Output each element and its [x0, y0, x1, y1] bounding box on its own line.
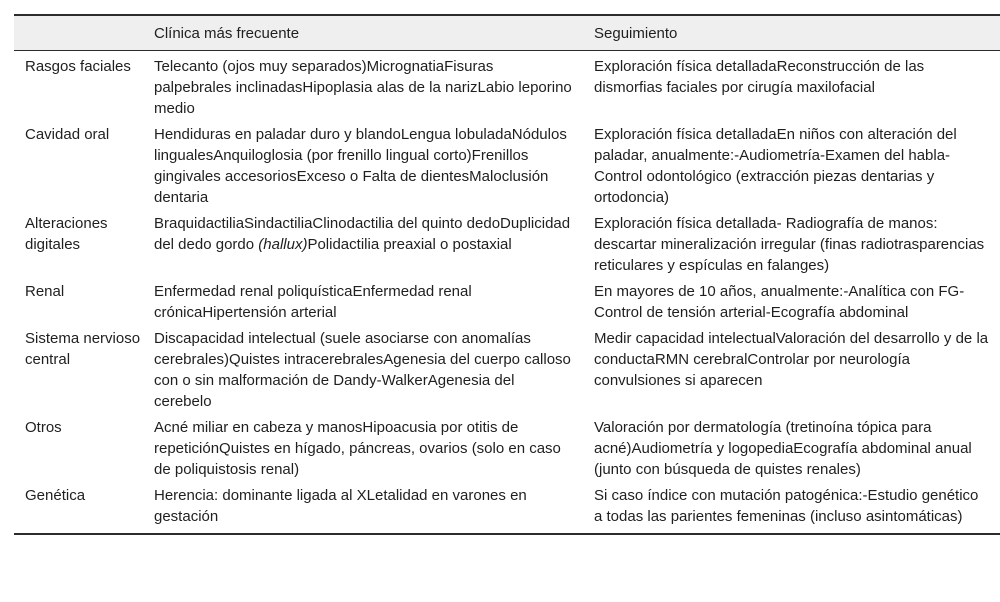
table-container — [14, 14, 1000, 535]
row-clinica: Discapacidad intelectual (suele asociarse con anomalías cerebrales)Quistes intracerebralesAgenesia del cuerpo calloso con o sin malformación de Dandy-WalkerAgenesia del cerebelo — [154, 330, 571, 410]
table-row — [14, 119, 1000, 208]
table-row — [14, 412, 1000, 480]
row-category: Rasgos faciales — [25, 58, 131, 75]
row-clinica: Hendiduras en paladar duro y blandoLengua lobuladaNódulos lingualesAnquiloglosia (por frenillo lingual corto)Frenillos gingivales accesoriosExceso o Falta de dientesMaloclusión dentaria — [154, 126, 567, 206]
row-category: Cavidad oral — [25, 126, 110, 143]
table-row — [14, 323, 1000, 412]
row-category: Alteraciones digitales — [25, 215, 108, 253]
table-row — [14, 276, 1000, 323]
header-empty — [14, 15, 154, 51]
row-clinica: Herencia: dominante ligada al XLetalidad en varones en gestación — [154, 480, 594, 534]
table-row — [14, 208, 1000, 276]
clinica-text-post: Polidactilia preaxial o postaxial — [307, 236, 512, 253]
row-clinica: Telecanto (ojos muy separados)MicrognatiaFisuras palpebrales inclinadasHipoplasia alas de la narizLabio leporino medio — [154, 58, 572, 117]
row-clinica: Acné miliar en cabeza y manosHipoacusia por otitis de repeticiónQuistes en hígado, páncreas, ovarios (solo en caso de poliquistosis renal) — [154, 419, 561, 478]
table-row — [14, 480, 1000, 534]
row-category: Genética — [14, 480, 154, 534]
header-seguimiento: Seguimiento — [594, 15, 1000, 51]
row-seguimiento: En mayores de 10 años, anualmente:-Analítica con FG-Control de tensión arterial-Ecografía abdominal — [594, 283, 965, 321]
clinical-table — [14, 14, 1000, 535]
row-seguimiento: Valoración por dermatología (tretinoína tópica para acné)Audiometría y logopediaEcografía abdominal anual (junto con búsqueda de quistes renales) — [594, 419, 972, 478]
row-seguimiento: Medir capacidad intelectualValoración del desarrollo y de la conductaRMN cerebralControlar por neurología convulsiones si aparecen — [594, 330, 989, 389]
row-clinica: Enfermedad renal poliquísticaEnfermedad renal crónicaHipertensión arterial — [154, 283, 472, 321]
row-category: Renal — [25, 283, 65, 300]
row-category: Otros — [25, 419, 62, 436]
table-row — [14, 51, 1000, 120]
row-seguimiento: Si caso índice con mutación patogénica:-Estudio genético a todas las parientes femeninas (incluso asintomáticas) — [594, 480, 1000, 534]
header-clinica: Clínica más frecuente — [154, 15, 594, 51]
row-category: Sistema nervioso central — [25, 330, 141, 368]
row-seguimiento: Exploración física detalladaReconstrucción de las dismorfias faciales por cirugía maxilofacial — [594, 58, 925, 96]
table-header-row — [14, 15, 1000, 51]
row-seguimiento: Exploración física detallada- Radiografía de manos: descartar mineralización irregular (finas radiotrasparencias reticulares y espículas en falanges) — [594, 215, 985, 274]
clinica-text-italic: (hallux) — [258, 236, 308, 253]
row-seguimiento: Exploración física detalladaEn niños con alteración del paladar, anualmente:-Audiometría-Examen del habla-Control odontológico (extracción piezas dentarias y ortodoncia) — [594, 126, 957, 206]
row-clinica — [154, 208, 594, 276]
clinica-text-pre: BraquidactiliaSindactiliaClinodactilia del quinto dedoDuplicidad del dedo gordo — [154, 215, 571, 253]
